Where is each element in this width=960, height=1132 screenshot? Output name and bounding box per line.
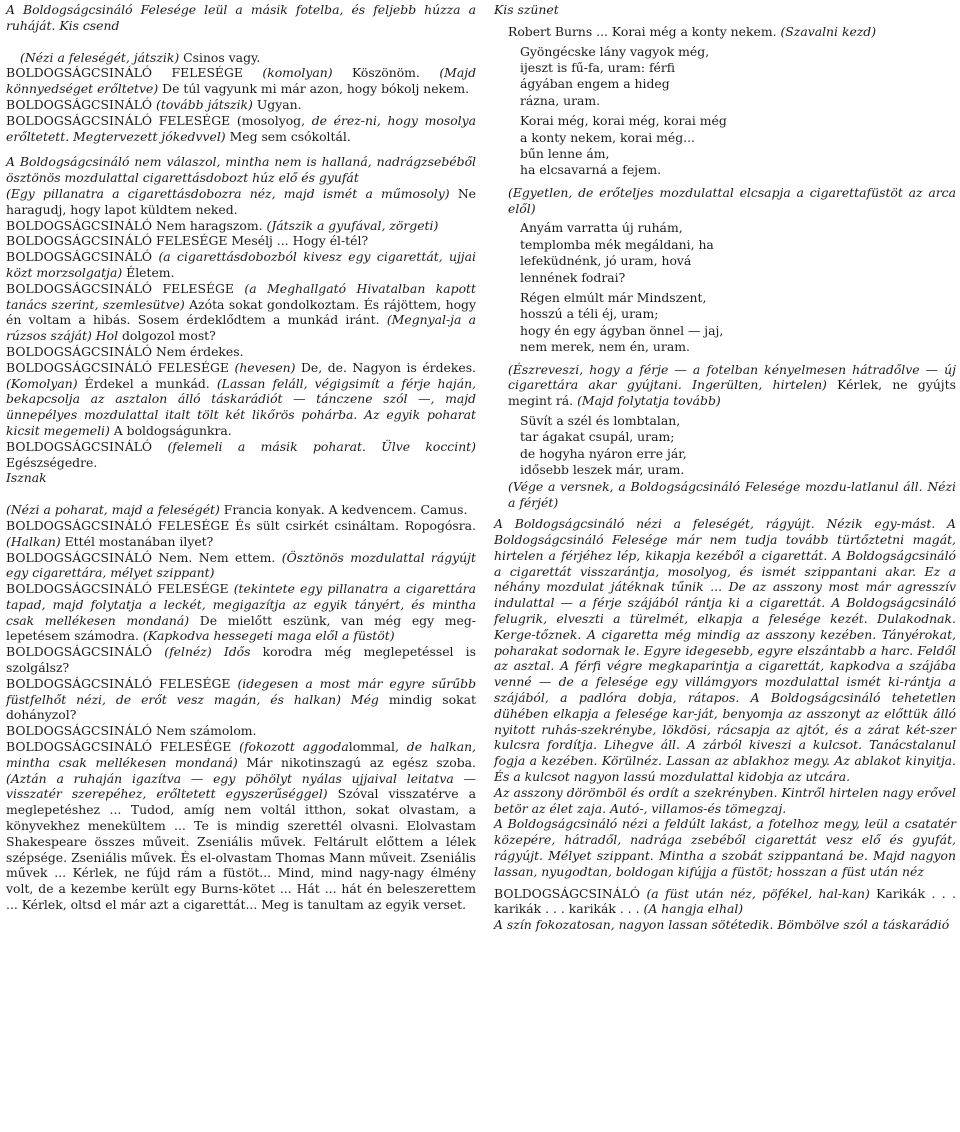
regular-text: Szóval visszatérve a meglepetéshez ... Tudod, amíg nem voltál itthon, sokat olvastam, a könyvekhez menekültem ... Te is mindig szerettél olvasni. Elolvastam Shakespeare összes műveit. Zseniális művek. Feltárult előttem a lélek szépsége. Zseniális művek. És el-olvastam Thomas Mann műveit. Zseniális művek ... Kérlek, ne fújd rám a füstöt... Mind, mind nagy-nagy élmény volt, de a kezembe került egy Burns-kötet ... Hát ... hát én beleszerettem ... Kérlek, oltsd el már azt a cigarettát... Meg is tanultam az egyik verset.: [6, 786, 476, 913]
poem-line: a konty nekem, korai még...: [520, 129, 695, 145]
poem-line: Anyám varratta új ruhám,: [520, 220, 683, 236]
dialogue-line: [6, 281, 476, 344]
regular-text: dolgozol most?: [118, 328, 216, 344]
italic-text: (Lassan feláll, végigsimít a férje haján, bekapcsolja az asztalon álló táskarádiót — tánczene szól —, majd ünnepélyes mozdulattal italt tölt két likőrös pohárba. Az egyik poharat kicsit megemeli): [6, 375, 476, 438]
regular-text: BOLDOGSÁGCSINÁLÓ: [494, 885, 647, 901]
stage-direction: [494, 185, 956, 217]
regular-text: BOLDOGSÁGCSINÁLÓ Nem érdekes.: [6, 343, 244, 359]
italic-text: (a cigarettásdobozból kivesz egy cigarettát, ujjai közt morzsolgatja): [6, 249, 476, 280]
poem-stanza: [494, 44, 956, 110]
italic-text: (a Meghallgató Hivatalban kapott tanács szerint, szemlesütve): [6, 280, 476, 312]
regular-text: Meg sem csókoltál.: [225, 128, 351, 144]
italic-text: (Ösztönös mozdulattal rágyújt egy cigarettára, mélyet szippant): [6, 549, 476, 581]
italic-text: (felnéz) Idős: [164, 644, 251, 660]
dialogue-line: [6, 644, 476, 676]
italic-text: (Játszik a gyufával, zörgeti): [266, 217, 439, 233]
regular-text: BOLDOGSÁGCSINÁLÓ: [6, 96, 157, 112]
italic-text: de halkan, mintha csak mellékesen mondaná): [6, 739, 477, 770]
italic-text: (hevesen): [234, 359, 296, 375]
regular-text: BOLDOGSÁGCSINÁLÓ: [6, 438, 168, 454]
poem-line: hosszú a téli éj, uram;: [520, 306, 659, 322]
regular-text: Csinos vagy.: [179, 49, 261, 65]
regular-text: Karikák . . . karikák . . . karikák . . .: [494, 885, 956, 917]
poem-line: ijeszt is fű-fa, uram: férfi: [520, 60, 676, 75]
italic-text: (fokozott aggoda: [239, 739, 349, 755]
poem-line: idősebb leszek már, uram.: [520, 462, 685, 478]
dialogue-line: [6, 344, 476, 360]
italic-text: (Aztán a ruhaján igazítva — egy pöhölyt nyálas ujjaival leitatva — visszatér szerepéhez, erőltetett egyszerűséggel): [6, 770, 476, 802]
italic-text: de érez-ni, hogy mosolya erőltetett. Megtervezett jókedvvel): [6, 112, 476, 144]
regular-text: BOLDOGSÁGCSINÁLÓ FELESÉGE: [6, 581, 234, 597]
regular-text: BOLDOGSÁGCSINÁLÓ FELESÉGE: [6, 675, 238, 691]
regular-text: BOLDOGSÁGCSINÁLÓ FELESÉGE: [6, 739, 240, 755]
dialogue-line: [6, 581, 476, 644]
regular-text: Azóta sokat gondolkoztam. És rájöttem, hogy én voltam a hibás. Sosem érdeklődtem a munkád iránt.: [6, 296, 476, 328]
regular-text: BOLDOGSÁGCSINÁLÓ: [6, 249, 159, 265]
dialogue-line: [6, 550, 476, 582]
regular-text: Robert Burns ... Korai még a konty nekem.: [508, 23, 781, 39]
regular-text: BOLDOGSÁGCSINÁLÓ Nem haragszom.: [6, 217, 267, 233]
poem-line: Korai még, korai még, korai még: [520, 113, 727, 129]
poem-line: templomba mék megáldani, ha: [520, 236, 714, 252]
poem-line: Gyöngécske lány vagyok még,: [520, 43, 710, 59]
regular-text: Már nikotinszagú az egész szoba.: [237, 754, 476, 770]
italic-text: (Komolyan): [6, 375, 78, 391]
dialogue-line: [6, 97, 476, 113]
regular-text: Életem.: [122, 264, 175, 280]
regular-text: BOLDOGSÁGCSINÁLÓ FELESÉGE: [6, 359, 235, 375]
poem-stanza: [494, 220, 956, 286]
poem-line: ágyában engem a hideg: [520, 76, 670, 92]
dialogue-line: [6, 518, 476, 550]
italic-text: A Boldogságcsináló nem válaszol, mintha nem is hallaná, nadrágzsebéből ösztönös mozdulattal cigarettásdobozt húz elő és gyufát: [6, 154, 476, 186]
italic-text: A Boldogságcsináló nézi a feldúlt lakást, a fotelhoz megy, leül a csatatér közepére, hátradől, nadrága zsebéből cigarettát vesz elő és gyufát, rágyújt. Mélyet szippant. Mintha a szobát szippantaná be. Majd nagyon lassan, nyugodtan, boldogan kifújja a füstöt; hosszan a füst után néz: [494, 816, 956, 879]
dialogue-line: [6, 739, 476, 913]
stage-direction: [6, 2, 476, 34]
italic-text: (Nézi a feleségét, játszik): [20, 49, 180, 65]
poem-line: Süvít a szél és lombtalan,: [520, 413, 681, 429]
poem-line: hogy én egy ágyban önnel — jaj,: [520, 322, 724, 338]
stage-direction: [494, 479, 956, 511]
italic-text: (tovább játszik): [156, 96, 253, 112]
dialogue-line: [6, 723, 476, 739]
regular-text: korodra még meglepetéssel is szolgálsz?: [6, 644, 476, 676]
regular-text: De mielőtt eszünk, van még egy meg-lepetésem számodra.: [6, 612, 476, 644]
dialogue-line: [6, 676, 476, 723]
left-column: [6, 2, 476, 913]
italic-text: (Nézi a poharat, majd a feleségét): [6, 502, 220, 518]
regular-text: Érdekel a munkád.: [77, 375, 217, 391]
italic-text: Isznak: [6, 470, 47, 486]
italic-text: (Majd folytatja tovább): [577, 393, 721, 409]
poem-line: ha elcsavarná a fejem.: [520, 162, 662, 178]
italic-text: (komolyan): [262, 65, 333, 81]
italic-text: (Vége a versnek, a Boldogságcsináló Felesége mozdu-latlanul áll. Nézi a férjét): [508, 478, 956, 510]
italic-text: A Boldogságcsináló Felesége leül a másik fotelba, és feljebb húzza a ruháját. Kis csend: [6, 2, 476, 33]
italic-text: (tekintete egy pillanatra a cigarettára tapad, majd folytatja a leckét, megigazítja az egyik tányért, és mintha csak mellékesen mondaná): [6, 581, 477, 628]
dialogue-line: [6, 233, 476, 249]
dialogue-line: [6, 439, 476, 471]
regular-text: Ugyan.: [252, 96, 302, 112]
stage-direction: [494, 917, 956, 933]
stage-direction: [6, 470, 476, 486]
poem-stanza: [494, 113, 956, 179]
regular-text: BOLDOGSÁGCSINÁLÓ FELESÉGE És sült csirkét csináltam. Ropogósra.: [6, 517, 476, 533]
italic-text: (Egy pillanatra a cigarettásdobozra néz, majd ismét a műmosoly): [6, 185, 450, 201]
italic-text: (Szavalni kezd): [780, 23, 877, 39]
regular-text: Köszönöm.: [332, 65, 440, 81]
italic-text: Az asszony dörömböl és ordít a szekrényben. Kintről hirtelen nagy erővel betör az élet zaja. Autó-, villamos-és tömegzaj.: [494, 784, 956, 816]
dialogue-line: [6, 218, 476, 234]
regular-text: BOLDOGSÁGCSINÁLÓ FELESÉGE: [6, 65, 263, 81]
poem-stanza: [494, 290, 956, 356]
stage-direction: Kis szünet: [494, 2, 559, 17]
regular-text: A boldogságunkra.: [109, 422, 232, 438]
regular-text: mindig sokat dohányzol?: [6, 691, 476, 723]
regular-text: De, de. Nagyon is érdekes.: [295, 359, 476, 375]
italic-text: (Kapkodva hessegeti maga elől a füstöt): [142, 628, 395, 644]
italic-text: (Megnyal-ja a rúzsos száját) Hol: [6, 312, 476, 344]
regular-text: Kérlek, ne gyújts megint rá.: [508, 377, 956, 409]
regular-text: BOLDOGSÁGCSINÁLÓ Nem számolom.: [6, 723, 257, 739]
regular-text: BOLDOGSÁGCSINÁLÓ: [6, 644, 165, 660]
italic-text: (A hangja elhal): [643, 901, 744, 917]
poem-line: lennének fodrai?: [520, 269, 626, 285]
poem-line: bűn lenne ám,: [520, 146, 610, 162]
regular-text: BOLDOGSÁGCSINÁLÓ FELESÉGE: [6, 280, 245, 296]
regular-text: BOLDOGSÁGCSINÁLÓ FELESÉGE (mosolyog,: [6, 112, 312, 128]
regular-text: BOLDOGSÁGCSINÁLÓ Nem. Nem ettem.: [6, 549, 282, 565]
regular-text: Ettél mostanában ilyet?: [60, 533, 214, 549]
stage-direction: [6, 154, 476, 186]
italic-text: (Egyetlen, de erőteljes mozdulattal elcsapja a cigarettafüstöt az arca elől): [508, 184, 956, 216]
poem-line: rázna, uram.: [520, 92, 601, 108]
poem-line: nem merek, nem én, uram.: [520, 339, 690, 355]
poem-line: Régen elmúlt már Mindszent,: [520, 290, 707, 306]
dialogue-line: [6, 249, 476, 281]
stage-direction: [494, 516, 956, 785]
stage-direction: [494, 816, 956, 879]
regular-text: BOLDOGSÁGCSINÁLÓ FELESÉGE Mesélj ... Hogy él-tél?: [6, 233, 369, 249]
poem-line: tar ágakat csupál, uram;: [520, 429, 675, 445]
dialogue-line: [494, 886, 956, 918]
regular-text: Egészségedre.: [6, 454, 98, 470]
dialogue-line: [6, 113, 476, 145]
poem-line: de hogyha nyáron erre jár,: [520, 445, 687, 461]
regular-text: Francia konyak. A kedvencem. Camus.: [219, 502, 468, 518]
italic-text: A Boldogságcsináló nézi a feleségét, rágyújt. Nézik egy-mást. A Boldogságcsináló Felesége már nem tudja tovább türtőztetni magát, hirtelen a férjéhez lép, kikapja kezéből a cigarettát. A Boldogságcsináló a cigarettát visszarántja, mosolyog, és ismét szippantani akar. Ez a néhány mozdulat játéknak tűnik ... De az asszony most már agresszív indulattal — a férje szájából rántja ki a cigarettát. A Boldogságcsináló felugrik, elveszti a türelmét, elkapja a felesége kezét. Dulakodnak. Kerge-tőznek. A cigaretta még mindig az asszony kezében. Tányérokat, poharakat sodornak le. Egyre idegesebb, egyre elszántabb a harc. Feldől az asztal. A férfi végre megkaparintja a cigarettát, kapkodva a szájába venné — de a felesége egy villámgyors mozdulattal ismét ki-rántja a szájából, a padlóra dobja, rátapos. A Boldogságcsináló tehetetlen dühében elkapja a felesége kar-ját, benyomja az asszonyt az előttük álló nyitott ruhás-szekrénybe, lökdösi, rácsapja az ajtót, és a zárat két-szer kulcsra fordítja. Lihegve áll. A zárból kiveszi a kulcsot. Tanácstalanul fogja a kezében. Körülnéz. Lassan az ablakhoz megy. Az ablakot kinyitja. És a kulcsot nagyon lassú mozdulattal kidobja az utcára.: [494, 516, 956, 785]
regular-text: De túl vagyunk mi már azon, hogy bókolj nekem.: [158, 81, 470, 97]
dialogue-line: [6, 502, 476, 518]
dialogue-line: [6, 65, 476, 97]
italic-text: (Észreveszi, hogy a férje — a fotelban kényelmesen hátradőlve — új cigarettára akar gyújtani. Ingerülten, hirtelen): [508, 361, 956, 393]
stage-direction: [494, 362, 956, 409]
regular-text: Ne haragudj, hogy lapot küldtem neked.: [6, 185, 476, 217]
dialogue-line: [6, 50, 476, 66]
dialogue-line: [6, 360, 476, 439]
poem-line: lefeküdnénk, jó uram, hová: [520, 253, 692, 269]
right-column: [494, 2, 956, 933]
italic-text: (Halkan): [6, 533, 61, 549]
poem-stanza: [494, 413, 956, 479]
dialogue-line: [494, 24, 956, 40]
stage-direction: [494, 785, 956, 817]
italic-text: (felemeli a másik poharat. Ülve koccint): [167, 438, 476, 454]
italic-text: (idegesen a most már egyre sűrűbb füstfelhőt nézi, de erőt vesz magán, és halkan) Még: [6, 675, 476, 707]
regular-text: lommal,: [348, 739, 407, 755]
dialogue-line: [6, 186, 476, 218]
italic-text: A szín fokozatosan, nagyon lassan sötétedik. Bömbölve szól a táskarádió: [494, 917, 950, 933]
italic-text: (Majd könnyedséget erőltetve): [6, 65, 476, 97]
italic-text: (a füst után néz, pöfékel, hal-kan): [646, 885, 870, 901]
